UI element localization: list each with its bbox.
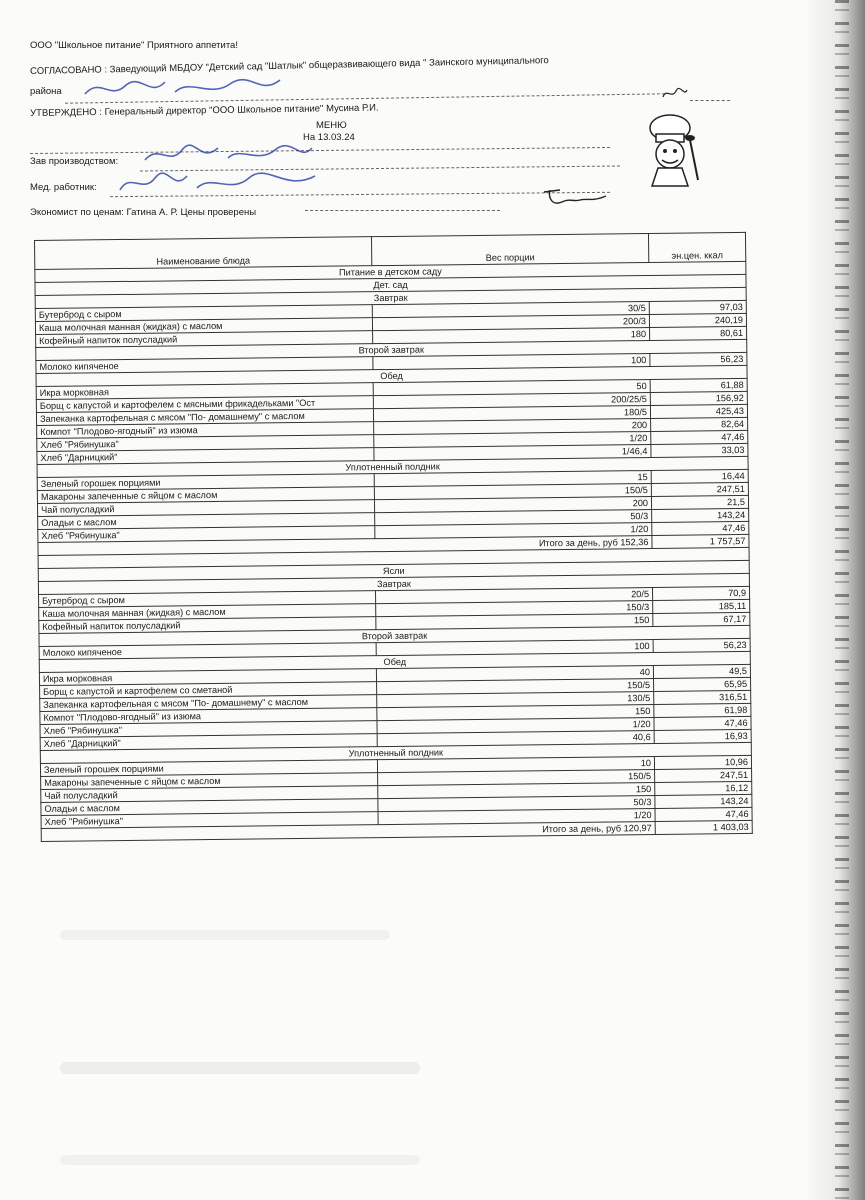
dish-name: Чай полусладкий (37, 500, 374, 517)
dish-name: Запеканка картофельная с мясом "По- домашнему" с маслом (40, 695, 377, 712)
scan-smudge (60, 1155, 420, 1165)
approved-underline (30, 147, 610, 154)
portion-weight: 200/25/5 (373, 393, 650, 409)
energy-value: 425,43 (650, 404, 747, 418)
column-header-energy: эн.цен. ккал (648, 232, 745, 262)
portion-weight: 15 (374, 471, 651, 487)
dish-name: Икра морковная (36, 383, 373, 400)
portion-weight: 50/3 (378, 795, 655, 811)
menu-title: МЕНЮ (316, 120, 347, 131)
meal-title: Второй завтрак (36, 339, 747, 360)
energy-value: 16,93 (654, 729, 751, 743)
dish-name: Оладьи с маслом (38, 513, 375, 530)
meal-title: Уплотненный полдник (40, 742, 751, 763)
column-header-portion: Вес порции (371, 234, 648, 266)
portion-weight: 1/20 (374, 432, 651, 448)
signature-medic (115, 168, 325, 198)
portion-weight: 180 (373, 328, 650, 344)
portion-weight: 150/5 (374, 484, 651, 500)
portion-weight: 130/5 (377, 691, 654, 707)
portion-weight: 30/5 (372, 302, 649, 318)
dish-name: Борщ с капустой и картофелем со сметаной (40, 682, 377, 699)
energy-value: 240,19 (649, 313, 746, 327)
scan-smudge (60, 930, 390, 940)
energy-value: 49,5 (653, 664, 750, 678)
dish-name: Хлеб "Рябинушка" (38, 526, 375, 543)
portion-weight: 200 (374, 497, 651, 513)
portion-weight: 20/5 (375, 588, 652, 604)
portion-weight: 200/3 (372, 315, 649, 331)
dish-name: Борщ с капустой и картофелем с мясными фрикадельками "Ост (36, 396, 373, 413)
economist-line: Экономист по ценам: Гатина А. Р. Цены проверены (30, 207, 257, 218)
energy-value: 47,46 (652, 521, 749, 535)
dish-name: Оладьи с маслом (41, 799, 378, 816)
energy-value: 16,44 (651, 469, 748, 483)
dish-name: Каша молочная манная (жидкая) с маслом (35, 318, 372, 335)
portion-weight: 150/5 (377, 679, 654, 695)
dish-name: Макароны запеченные с яйцом с маслом (41, 773, 378, 790)
menu-table-body (35, 261, 752, 841)
dish-name: Хлеб "Рябинушка" (40, 721, 377, 738)
agreed-underline-end (690, 100, 730, 101)
group-title: Ясли (38, 560, 749, 581)
energy-value: 67,17 (653, 612, 750, 626)
portion-weight: 150/5 (378, 769, 655, 785)
portion-weight: 150 (378, 782, 655, 798)
meal-title: Завтрак (38, 573, 749, 594)
dish-name: Компот "Плодово-ягодный" из изюма (40, 708, 377, 725)
menu-date: На 13.03.24 (303, 132, 355, 143)
energy-value: 47,46 (655, 807, 752, 821)
portion-weight: 150 (377, 704, 654, 720)
agreed-line: СОГЛАСОВАНО : Заведующий МБДОУ "Детский сад "Шатлык" общеразвивающего вида " Заинского муниципального (30, 55, 549, 77)
meal-title: Обед (39, 651, 750, 672)
energy-value: 156,92 (650, 391, 747, 405)
energy-value: 10,96 (654, 755, 751, 769)
dish-name: Каша молочная манная (жидкая) с маслом (39, 604, 376, 621)
initials-mark (660, 85, 690, 103)
dish-name: Хлеб "Рябинушка" (37, 435, 374, 452)
dish-name: Бутерброд с сыром (39, 591, 376, 608)
energy-value: 97,03 (649, 300, 746, 314)
meal-title: Уплотненный полдник (37, 456, 748, 477)
energy-value: 185,11 (653, 599, 750, 613)
dish-name: Молоко кипяченое (39, 643, 376, 660)
dish-name: Кофейный напиток полусладкий (39, 617, 376, 634)
portion-weight: 1/46,4 (374, 445, 651, 461)
day-total-label: Итого за день, руб 152,36 (38, 536, 652, 556)
energy-value: 65,95 (654, 677, 751, 691)
signature-economist (540, 184, 610, 210)
org-name: ООО "Школьное питание" Приятного аппетита! (30, 40, 238, 51)
energy-value: 21,5 (651, 495, 748, 509)
energy-value: 47,46 (651, 430, 748, 444)
table-title: Питание в детском саду (35, 261, 746, 282)
portion-weight: 50/3 (375, 510, 652, 526)
economist-underline (305, 210, 500, 211)
energy-value: 56,23 (650, 352, 747, 366)
energy-value: 80,61 (650, 326, 747, 340)
day-total-kcal: 1 403,03 (655, 820, 752, 834)
portion-weight: 40 (376, 666, 653, 682)
menu-table (34, 232, 753, 842)
day-total-label: Итого за день, руб 120,97 (41, 821, 655, 841)
dish-name: Молоко кипяченое (36, 357, 373, 374)
dish-name: Хлеб "Рябинушка" (41, 812, 378, 829)
portion-weight: 180/5 (373, 406, 650, 422)
meal-title: Обед (36, 365, 747, 386)
medic-label: Мед. работник: (30, 182, 97, 193)
group-title: Дет. сад (35, 274, 746, 295)
energy-value: 47,46 (654, 716, 751, 730)
portion-weight: 1/20 (377, 717, 654, 733)
dish-name: Чай полусладкий (41, 786, 378, 803)
energy-value: 316,51 (654, 690, 751, 704)
energy-value: 143,24 (655, 794, 752, 808)
dish-name: Хлеб "Дарницкий" (40, 734, 377, 751)
portion-weight: 100 (376, 640, 653, 656)
signature-head (80, 72, 300, 104)
energy-value: 61,88 (650, 378, 747, 392)
region-line: района (30, 86, 62, 97)
signature-production (140, 140, 320, 170)
energy-value: 61,98 (654, 703, 751, 717)
dish-name: Компот "Плодово-ягодный" из изюма (37, 422, 374, 439)
energy-value: 247,51 (655, 768, 752, 782)
energy-value: 33,03 (651, 443, 748, 457)
approved-line: УТВЕРЖДЕНО : Генеральный директор "ООО Школьное питание" Мусина Р.И. (30, 102, 379, 119)
chef-logo-icon (640, 110, 706, 190)
dish-name: Зеленый горошек порциями (37, 474, 374, 491)
portion-weight: 1/20 (375, 523, 652, 539)
portion-weight: 40,6 (377, 730, 654, 746)
energy-value: 82,64 (651, 417, 748, 431)
scan-edge-shadow (805, 0, 865, 1200)
portion-weight: 150 (376, 614, 653, 630)
dish-name: Кофейный напиток полусладкий (36, 331, 373, 348)
portion-weight: 10 (377, 756, 654, 772)
portion-weight: 100 (373, 354, 650, 370)
dish-name: Хлеб "Дарницкий" (37, 448, 374, 465)
production-head-label: Зав производством: (30, 156, 119, 167)
energy-value: 247,51 (651, 482, 748, 496)
dish-name: Зеленый горошек порциями (40, 760, 377, 777)
portion-weight: 50 (373, 380, 650, 396)
energy-value: 70,9 (652, 586, 749, 600)
dish-name: Макароны запеченные с яйцом с маслом (37, 487, 374, 504)
dish-name: Икра морковная (39, 669, 376, 686)
portion-weight: 200 (374, 419, 651, 435)
dish-name: Бутерброд с сыром (35, 305, 372, 322)
day-total-kcal: 1 757,57 (652, 534, 749, 548)
meal-title: Завтрак (35, 287, 746, 308)
meal-title: Второй завтрак (39, 625, 750, 646)
dish-name: Запеканка картофельная с мясом "По- домашнему" с маслом (36, 409, 373, 426)
energy-value: 143,24 (652, 508, 749, 522)
portion-weight: 150/3 (376, 601, 653, 617)
column-header-dish: Наименование блюда (35, 237, 372, 270)
scan-smudge (60, 1062, 420, 1074)
energy-value: 56,23 (653, 638, 750, 652)
portion-weight: 1/20 (378, 808, 655, 824)
energy-value: 16,12 (655, 781, 752, 795)
